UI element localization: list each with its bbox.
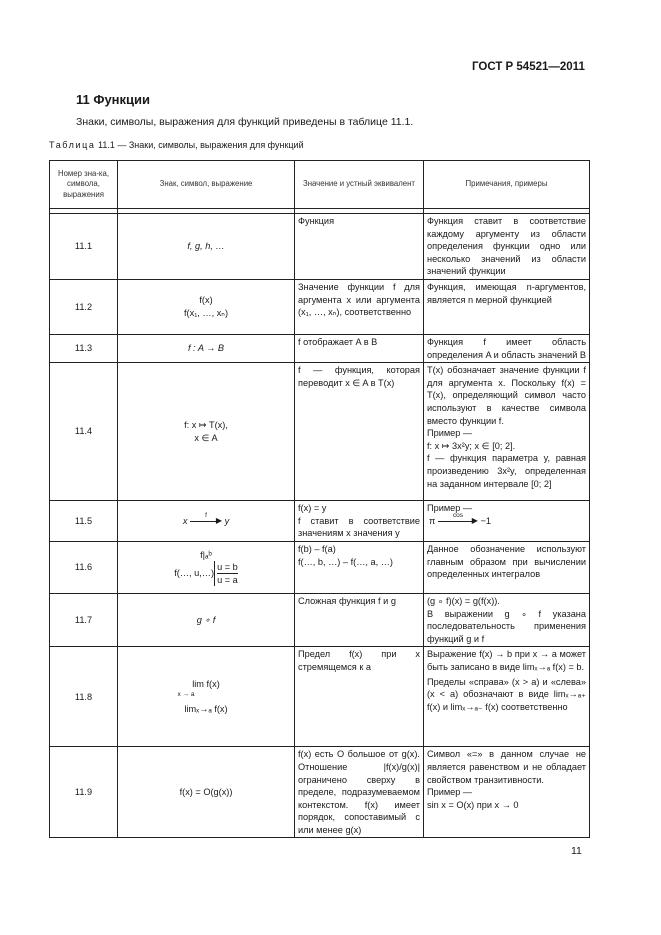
table-row bbox=[50, 593, 590, 646]
row-number: 11.8 bbox=[50, 647, 118, 747]
row-number: 11.4 bbox=[50, 363, 118, 501]
symbol-line-2: limₓ→ₐ f(x) bbox=[184, 703, 228, 714]
row-number: 11.7 bbox=[50, 593, 118, 646]
table-caption-prefix: Таблица bbox=[49, 140, 96, 150]
table-row bbox=[50, 363, 590, 501]
arrow-head-icon: ▶ bbox=[215, 516, 222, 526]
column-header-number: Номер зна-ка, символа, выражения bbox=[50, 161, 118, 209]
mapping-arrow bbox=[190, 512, 222, 526]
table-row bbox=[50, 501, 590, 542]
row-note bbox=[424, 647, 590, 747]
symbol-text: f(x) = O(g(x)) bbox=[179, 787, 233, 798]
row-note: Функция ставит в соответствие каждому аргументу из области определения функции одно или несколько значений из области значений функции bbox=[424, 214, 590, 280]
bracket-bottom: u = a bbox=[217, 575, 238, 586]
column-header-notes: Примечания, примеры bbox=[424, 161, 590, 209]
table-row bbox=[50, 747, 590, 838]
row-note bbox=[424, 747, 590, 838]
intro-text: Знаки, символы, выражения для функций приведены в таблице 11.1. bbox=[76, 116, 414, 128]
note-right: −1 bbox=[480, 515, 491, 526]
arrow-label: f bbox=[205, 512, 207, 520]
note-line-2: Пределы «справа» (x > a) и «слева» (x < a) обозначают в виде limₓ→ₐ₊ f(x) и limₓ→ₐ₋ f(x) соответственно bbox=[427, 676, 586, 712]
note-line-1: T(x) обозначает значение функции f для аргумента x. Поскольку f(x) = T(x), определяющий символ часто используют в качестве символа вместо функции f. bbox=[427, 365, 586, 426]
symbol-line-1: lim f(x) bbox=[192, 679, 220, 690]
column-header-meaning: Значение и устный эквивалент bbox=[295, 161, 424, 209]
note-line-2: Пример — bbox=[427, 787, 473, 798]
row-number: 11.6 bbox=[50, 541, 118, 593]
meaning-line-1: f(b) – f(a) bbox=[298, 543, 336, 554]
table-row bbox=[50, 541, 590, 593]
row-note: Данное обозначение используют главным образом при вычислении определенных интегралов bbox=[424, 541, 590, 593]
symbol-text: f, g, h, … bbox=[187, 241, 225, 252]
symbol-line-1: f: x ↦ T(x), bbox=[184, 420, 228, 431]
note-mapping bbox=[427, 512, 586, 528]
row-meaning: Сложная функция f и g bbox=[295, 593, 424, 646]
row-note bbox=[424, 593, 590, 646]
substitution-bracket bbox=[214, 561, 238, 586]
section-title: 11 Функции bbox=[76, 92, 151, 107]
row-number: 11.5 bbox=[50, 501, 118, 542]
note-line-3: sin x = O(x) при x → 0 bbox=[427, 799, 519, 810]
row-meaning: Значение функции f для аргумента x или аргумента (x₁, …, xₙ), соответственно bbox=[295, 279, 424, 334]
note-left: π bbox=[429, 515, 436, 526]
row-meaning: Предел f(x) при x стремящемся к a bbox=[295, 647, 424, 747]
row-meaning: Функция bbox=[295, 214, 424, 280]
row-symbol bbox=[118, 501, 295, 542]
row-symbol bbox=[118, 593, 295, 646]
symbol-line-2: x ∈ A bbox=[194, 432, 218, 443]
meaning-line-1: f(x) = y bbox=[298, 503, 327, 514]
table-caption bbox=[49, 140, 304, 150]
mapping-arrow bbox=[438, 512, 478, 526]
table-row bbox=[50, 279, 590, 334]
row-number: 11.2 bbox=[50, 279, 118, 334]
row-meaning: f(x) есть O большое от g(x). Отношение |f(x)/g(x)| ограничено сверху в пределе, подразумеваемом контекстом. f(x) имеет порядок, сопоставимый с или менее g(x) bbox=[295, 747, 424, 838]
row-symbol bbox=[118, 334, 295, 362]
table-row bbox=[50, 334, 590, 362]
table-row bbox=[50, 214, 590, 280]
row-note: Функция f имеет область определения A и область значений B bbox=[424, 334, 590, 362]
arrow-head-icon: ▶ bbox=[471, 516, 478, 526]
limit-subscript: x → a bbox=[177, 690, 195, 698]
note-line-3: f: x ↦ 3x²y; x ∈ [0; 2]. bbox=[427, 440, 516, 451]
row-meaning: f отображает A в B bbox=[295, 334, 424, 362]
arrow-label: cos bbox=[452, 512, 463, 520]
page-number: 11 bbox=[571, 845, 582, 857]
row-symbol bbox=[118, 214, 295, 280]
column-header-symbol: Знак, символ, выражение bbox=[118, 161, 295, 209]
row-symbol bbox=[118, 363, 295, 501]
note-line-2: В выражении g ∘ f указана последовательность применения функций g и f bbox=[427, 608, 586, 644]
row-meaning bbox=[295, 541, 424, 593]
row-number: 11.3 bbox=[50, 334, 118, 362]
table-caption-rest: 11.1 — Знаки, символы, выражения для функций bbox=[95, 140, 304, 150]
symbol-line-1: f(x) bbox=[199, 295, 213, 306]
functions-table bbox=[49, 160, 590, 838]
symbol-text: f : A → B bbox=[187, 343, 225, 354]
symbol-text: g ∘ f bbox=[196, 614, 216, 625]
row-symbol bbox=[118, 279, 295, 334]
row-meaning: f — функция, которая переводит x ∈ A в T(x) bbox=[295, 363, 424, 501]
row-number: 11.9 bbox=[50, 747, 118, 838]
row-number: 11.1 bbox=[50, 214, 118, 280]
row-symbol bbox=[118, 747, 295, 838]
row-note bbox=[424, 501, 590, 542]
row-note bbox=[424, 363, 590, 501]
table-row bbox=[50, 647, 590, 747]
bracket-top: u = b bbox=[217, 562, 238, 573]
note-line-1: Выражение f(x) → b при x → a может быть записано в виде limₓ→ₐ f(x) = b. bbox=[427, 649, 586, 672]
symbol-func: f(…, u,…) bbox=[174, 568, 215, 579]
row-meaning bbox=[295, 501, 424, 542]
meaning-line-2: f ставит в соответствие значениям x значения y bbox=[298, 515, 420, 539]
note-line-1: Символ «=» в данном случае не является равенством и не обладает свойством транзитивности. bbox=[427, 749, 586, 785]
note-line-1: Пример — bbox=[427, 503, 473, 514]
note-line-1: (g ∘ f)(x) = g(f(x)). bbox=[427, 595, 500, 606]
note-line-4: f — функция параметра y, равная произведению 3x²y, определенная на заданном интервале [0; 2] bbox=[427, 453, 586, 489]
meaning-line-2: f(…, b, …) – f(…, a, …) bbox=[298, 556, 393, 567]
symbol-line-2 bbox=[121, 561, 291, 586]
row-symbol bbox=[118, 647, 295, 747]
standard-header: ГОСТ Р 54521—2011 bbox=[472, 61, 585, 73]
row-symbol bbox=[118, 541, 295, 593]
note-line-2: Пример — bbox=[427, 428, 473, 439]
symbol-line-2: f(x₁, …, xₙ) bbox=[183, 307, 229, 318]
row-note: Функция, имеющая n-аргументов, является n мерной функцией bbox=[424, 279, 590, 334]
symbol-line-1: f|ₐᵇ bbox=[200, 549, 212, 560]
symbol-right: y bbox=[224, 515, 230, 526]
symbol-left: x bbox=[182, 515, 188, 526]
